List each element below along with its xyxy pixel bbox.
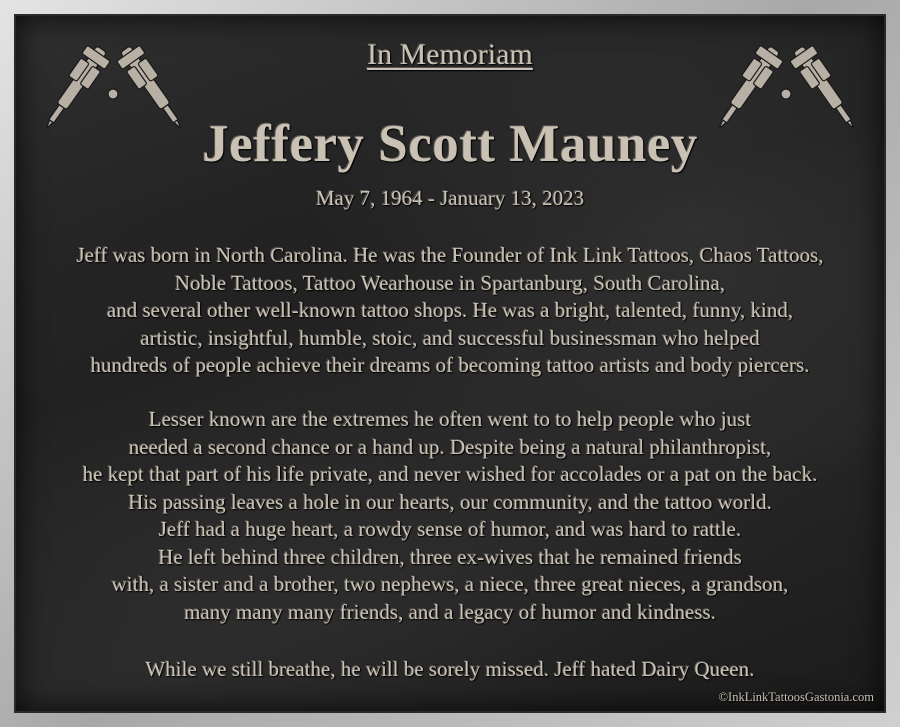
biography-paragraph <box>16 242 884 380</box>
text-line: needed a second chance or a hand up. Despite being a natural philanthropist, <box>128 434 772 459</box>
text-line: His passing leaves a hole in our hearts, our community, and the tattoo world. <box>128 489 772 514</box>
deceased-name: Jeffery Scott Mauney <box>202 115 698 173</box>
text-line: While we still breathe, he will be sorely missed. Jeff hated Dairy Queen. <box>145 657 755 681</box>
text-line: He left behind three children, three ex-wives that he remained friends <box>158 544 742 569</box>
tribute-paragraph <box>16 406 884 626</box>
text-line: Jeff was born in North Carolina. He was the Founder of Ink Link Tattoos, Chaos Tattoos, <box>76 243 824 267</box>
memoriam-heading: In Memoriam <box>367 38 533 71</box>
text-line: he kept that part of his life private, and never wished for accolades or a pat on the back. <box>82 462 818 486</box>
text-line: with, a sister and a brother, two nephews, a niece, three great nieces, a grandson, <box>111 572 789 596</box>
text-line: Lesser known are the extremes he often went to to help people who just <box>148 407 752 431</box>
text-line: Noble Tattoos, Tattoo Wearhouse in Spartanburg, South Carolina, <box>174 270 726 295</box>
copyright-notice: ©InkLinkTattoosGastonia.com <box>718 690 874 704</box>
text-line: Jeff had a huge heart, a rowdy sense of humor, and was hard to rattle. <box>158 517 742 541</box>
text-line: artistic, insightful, humble, stoic, and successful businessman who helped <box>140 325 760 350</box>
life-dates: May 7, 1964 - January 13, 2023 <box>315 186 585 210</box>
text-line: many many many friends, and a legacy of humor and kindness. <box>184 599 716 624</box>
closing-paragraph <box>16 656 884 684</box>
memorial-plaque <box>14 14 886 713</box>
text-line: and several other well-known tattoo shops. He was a bright, talented, funny, kind, <box>106 298 794 322</box>
text-line: hundreds of people achieve their dreams of becoming tattoo artists and body piercers. <box>90 353 810 377</box>
